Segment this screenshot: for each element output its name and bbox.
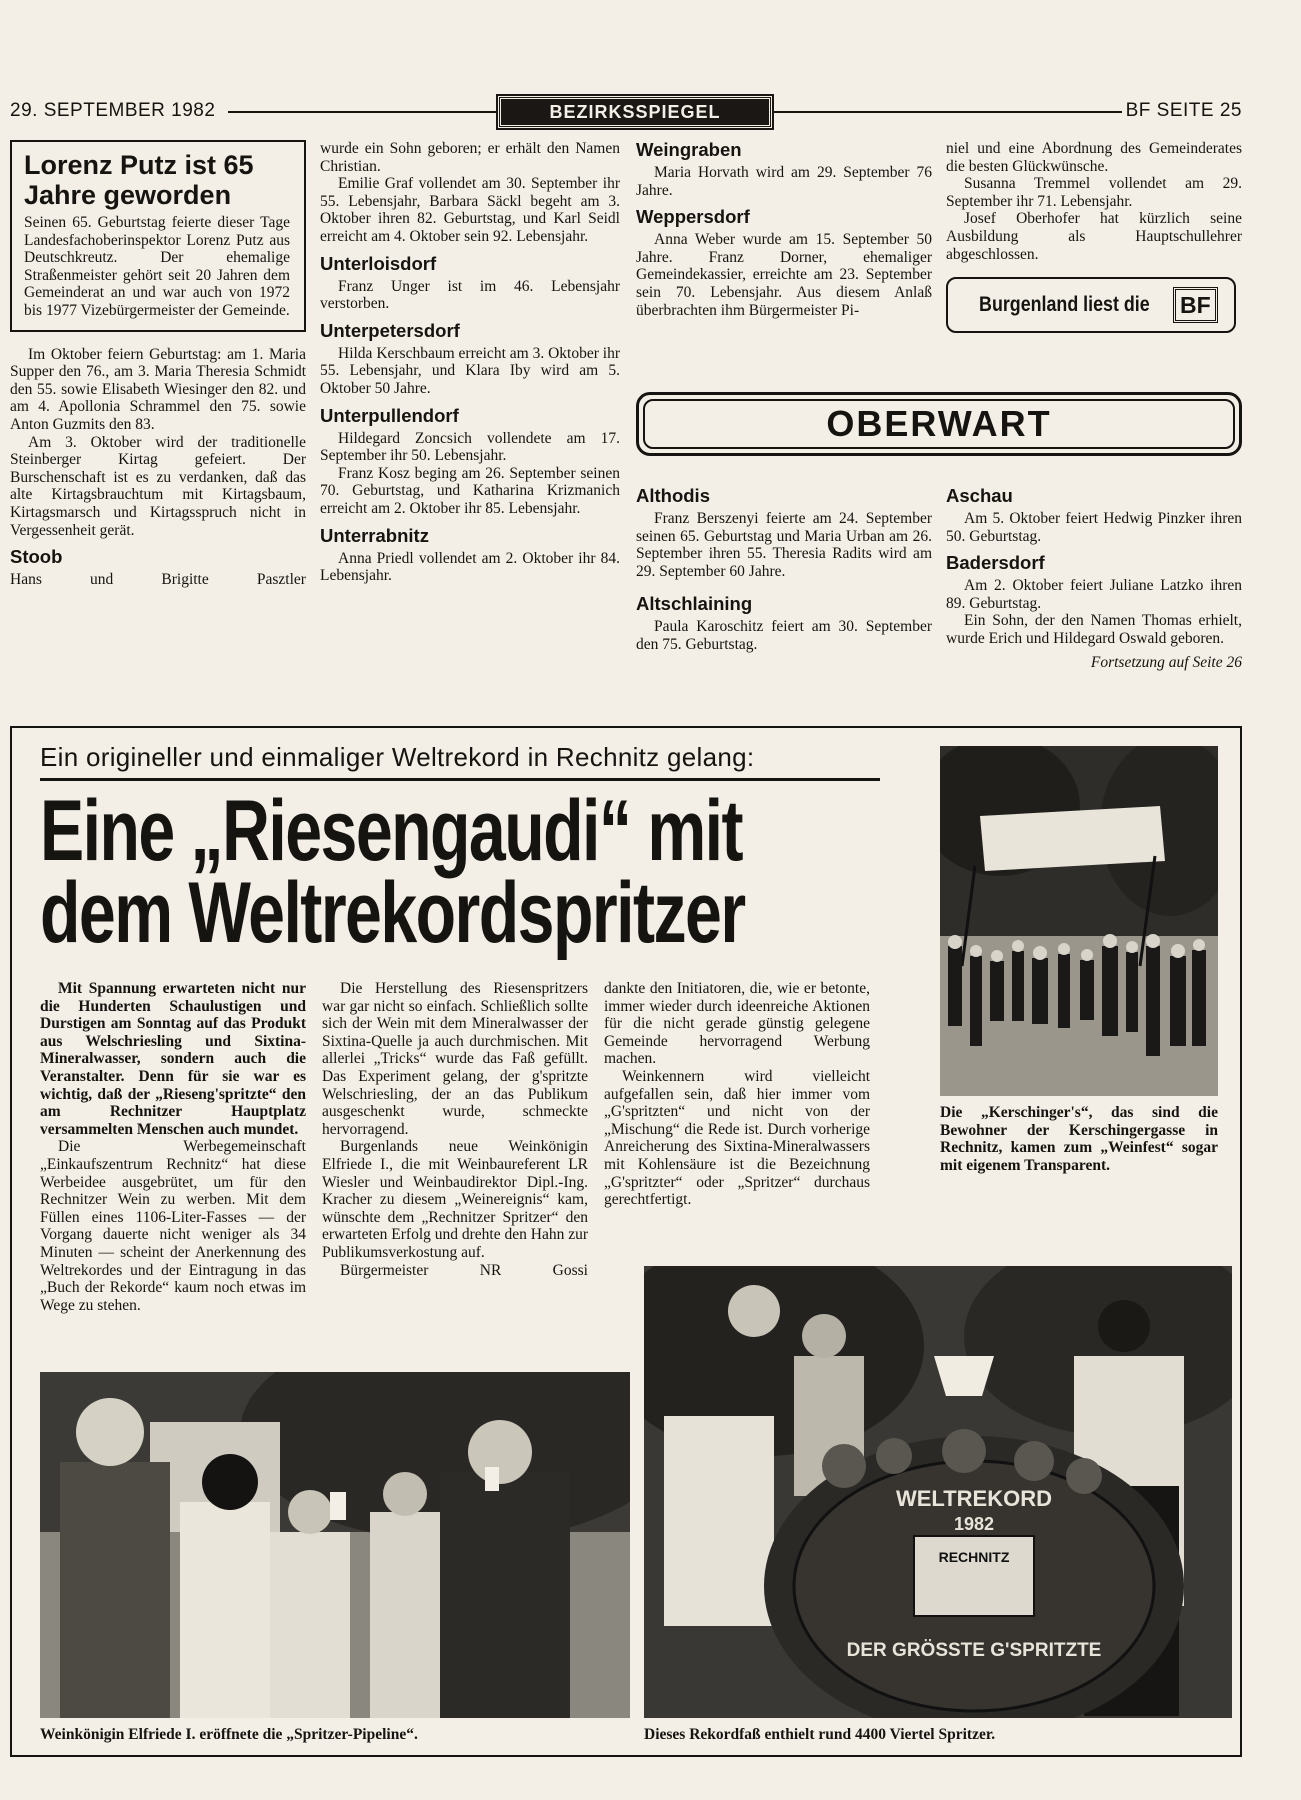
promo-box bbox=[946, 277, 1236, 333]
boxed-article-title: Lorenz Putz ist 65 Jahre geworden bbox=[24, 150, 254, 210]
bf-logo: BF bbox=[1173, 287, 1218, 323]
photo-wine-queen-image bbox=[40, 1372, 630, 1718]
paragraph: Hildegard Zoncsich vollendete am 17. September ihr 50. Lebensjahr. bbox=[320, 429, 620, 465]
photo-wine-queen bbox=[40, 1372, 630, 1718]
header-rule-right bbox=[772, 111, 1122, 113]
town-heading: Unterrabnitz bbox=[320, 524, 429, 546]
paragraph: Anna Weber wurde am 15. September 50 Jahre. Franz Dorner, ehemaliger Gemeindekassier, erreichte am 23. September sein 70. Lebensjahr. Aus diesem Anlaß überbrachten ihm Bürgermeister Pi- bbox=[636, 231, 932, 319]
boxed-article-text: Seinen 65. Geburtstag feierte dieser Tage Landesfachoberinspektor Lorenz Putz aus Deutschkreutz. Der ehemalige Straßenmeister gehört seit 20 Jahren dem Gemeinderat an und war auch von 1972 bis 1977 Vizebürgermeister der Gemeinde. bbox=[24, 214, 290, 319]
paragraph-fragment bbox=[10, 571, 306, 589]
town-heading: Unterpullendorf bbox=[320, 404, 459, 426]
section-title: BEZIRKSSPIEGEL bbox=[498, 96, 772, 128]
paragraph: Hilda Kerschbaum erreicht am 3. Oktober ihr 55. Lebensjahr, und Klara Iby wird am 5. Oktober 50 Jahre. bbox=[320, 344, 620, 397]
column-4 bbox=[946, 140, 1242, 333]
photo-caption: Dieses Rekordfaß enthielt rund 4400 Viertel Spritzer. bbox=[644, 1726, 996, 1743]
photo-caption: Weinkönigin Elfriede I. eröffnete die „Spritzer-Pipeline“. bbox=[40, 1726, 418, 1743]
feature-column-2 bbox=[322, 980, 588, 1279]
paragraph: Weinkennern wird vielleicht aufgefallen sein, daß hier immer vom „G'spritzten“ und nicht von der „Mischung“ die Rede ist. Durch vorherige Anreicherung des Sixtina-Mineralwassers mit Kohlensäure ist die Bezeichnung „G'spritzter“ oder „Spritzer“ durchaus gerechtfertigt. bbox=[604, 1067, 870, 1209]
column-1 bbox=[10, 140, 306, 589]
paragraph: dankte den Initiatoren, die, wie er betonte, immer wieder durch ideenreiche Aktionen für die nicht gerade günstig gelegene Gemeinde hervorragend Werbung machen. bbox=[604, 980, 870, 1068]
word: NR bbox=[479, 1261, 502, 1279]
town-heading: Althodis bbox=[636, 485, 710, 506]
header-rule-left bbox=[228, 111, 498, 113]
town-heading: Unterloisdorf bbox=[320, 252, 437, 274]
word: und bbox=[90, 571, 114, 589]
barrel-text-year: 1982 bbox=[953, 1514, 995, 1534]
column-2 bbox=[320, 140, 620, 585]
paragraph: Am 2. Oktober feiert Juliane Latzko ihren 89. Geburtstag. bbox=[946, 577, 1242, 612]
column-3-lower bbox=[636, 486, 932, 654]
headline-line-2: dem Weltrekordspritzer bbox=[40, 865, 745, 961]
word: Bürgermeister bbox=[340, 1261, 429, 1279]
region-title: OBERWART bbox=[643, 399, 1235, 449]
feature-column-3 bbox=[604, 980, 870, 1209]
barrel-text-weltrekord: WELTREKORD bbox=[895, 1486, 1053, 1511]
paragraph: Die Werbegemeinschaft „Einkaufszentrum Rechnitz“ hat diese Werbeidee ausgebrütet, um für den Rechnitzer Wein zu werben. Mit dem Füllen eines 1106-Liter-Fasses — der Vorgang dauerte nicht weniger als 34 Minuten — scheint der Anerkennung des Weltrekordes und der Eintragung in das „Buch der Rekorde“ kaum noch etwas im Wege zu stehen. bbox=[40, 1138, 306, 1314]
paragraph: Am 3. Oktober wird der traditionelle Steinberger Kirtag gefeiert. Der Burschenschaft ist es zu verdanken, daß das alte Kirtagsbrauchtum mit Kirtagsbaum, Kirtagsmarsch und Kirtagsspruch nicht in Vergessenheit gerät. bbox=[10, 433, 306, 539]
paragraph: Emilie Graf vollendet am 30. September ihr 55. Lebensjahr, Barbara Säckl begeht am 3. Oktober ihren 82. Geburtstag, und Karl Seidl erreicht am 4. Oktober sein 92. Lebensjahr. bbox=[320, 175, 620, 245]
feature-article bbox=[10, 726, 1242, 1757]
paragraph: niel und eine Abordnung des Gemeinderates die besten Glückwünsche. bbox=[946, 140, 1242, 175]
town-heading: Altschlaining bbox=[636, 593, 753, 615]
barrel-text-slogan: DER GRÖSSTE G'SPRITZTE bbox=[846, 1640, 1102, 1661]
paragraph: Ein Sohn, der den Namen Thomas erhielt, wurde Erich und Hildegard Oswald geboren. bbox=[946, 612, 1242, 647]
paragraph: Am 5. Oktober feiert Hedwig Pinzker ihren 50. Geburtstag. bbox=[946, 510, 1242, 545]
paragraph: Anna Priedl vollendet am 2. Oktober ihr 84. Lebensjahr. bbox=[320, 549, 620, 585]
paragraph: Susanna Tremmel vollendet am 29. September ihr 71. Lebensjahr. bbox=[946, 175, 1242, 210]
barrel-text-town: RECHNITZ bbox=[938, 1549, 1010, 1565]
photo-caption: Die „Kerschinger's“, das sind die Bewohner der Kerschingergasse in Rechnitz, kamen zum „Weinfest“ sogar mit eigenem Transparent. bbox=[940, 1104, 1218, 1174]
issue-date: 29. SEPTEMBER 1982 bbox=[10, 100, 216, 121]
word: Gossi bbox=[552, 1261, 588, 1279]
page-header bbox=[10, 96, 1242, 128]
paragraph: Franz Kosz beging am 26. September seinen 70. Geburtstag, und Katharina Krizmanich erreicht am 2. Oktober ihr 85. Lebensjahr. bbox=[320, 464, 620, 517]
town-heading: Unterpetersdorf bbox=[320, 319, 460, 341]
paragraph: wurde ein Sohn geboren; er erhält den Namen Christian. bbox=[320, 140, 620, 175]
paragraph: Franz Unger ist im 46. Lebensjahr verstorben. bbox=[320, 277, 620, 313]
paragraph: Josef Oberhofer hat kürzlich seine Ausbildung als Hauptschullehrer abgeschlossen. bbox=[946, 210, 1242, 263]
town-heading: Aschau bbox=[946, 485, 1013, 506]
headline-line-1: Eine „Riesengaudi“ mit bbox=[40, 783, 743, 879]
region-banner bbox=[636, 392, 1242, 456]
town-heading: Stoob bbox=[10, 546, 63, 568]
town-heading: Weppersdorf bbox=[636, 206, 750, 228]
word: Brigitte bbox=[161, 571, 209, 589]
column-3 bbox=[636, 140, 932, 319]
column-4-lower bbox=[946, 486, 1242, 671]
paragraph: Maria Horvath wird am 29. September 76 Jahre. bbox=[636, 164, 932, 199]
paragraph: Paula Karoschitz feiert am 30. September den 75. Geburtstag. bbox=[636, 618, 932, 653]
paragraph: Im Oktober feiern Geburtstag: am 1. Maria Supper den 76., am 3. Maria Theresia Schmidt den 55. sowie Elisabeth Wiesinger den 82. und am 4. Apollonia Schrammel den 75. sowie Anton Guzmits den 83. bbox=[10, 345, 306, 433]
photo-record-barrel bbox=[644, 1266, 1232, 1718]
town-heading: Badersdorf bbox=[946, 552, 1045, 574]
feature-column-1 bbox=[40, 980, 306, 1314]
word: Hans bbox=[10, 571, 42, 589]
kicker: Ein origineller und einmaliger Weltrekord in Rechnitz gelang: bbox=[40, 742, 755, 772]
paragraph: Franz Berszenyi feierte am 24. September seinen 65. Geburtstag und Maria Urban am 26. September ihren 55. Theresia Radits wird am 29. September 60 Jahre. bbox=[636, 510, 932, 580]
boxed-article bbox=[10, 140, 306, 332]
paragraph: Burgenlands neue Weinkönigin Elfriede I., die mit Weinbaureferent LR Wiesler und Weinbaudirektor Dipl.-Ing. Kracher zu diesem „Weinereignis“ kam, wünschte dem „Rechnitzer Spritzer“ den erwarteten Erfolg und drehte den Hahn zur Publikumsverkostung auf. bbox=[322, 1138, 588, 1261]
lead-paragraph: Mit Spannung erwarteten nicht nur die Hunderten Schaulustigen und Durstigen am Sonntag auf das Produkt aus Welschriesling und Sixtina-Mineralwasser, sondern auch die Veranstalter. Denn für sie war es wichtig, daß der „Rieseng'spritzte“ den am Rechnitzer Hauptplatz versammelten Menschen auch mundet. bbox=[40, 980, 306, 1138]
photo-crowd-banner-image bbox=[940, 746, 1218, 1096]
paragraph: Die Herstellung des Riesenspritzers war gar nicht so einfach. Schließlich sollte sich der Wein mit dem Mineralwasser der Sixtina-Quelle ja auch durchmischen. Mit allerlei „Tricks“ wurde das Faß gefüllt. Das Experiment gelang, der g'spritzte Welschriesling, der an das Publikum ausgeschenkt wurde, schmeckte hervorragend. bbox=[322, 980, 588, 1138]
paragraph-fragment bbox=[322, 1262, 588, 1280]
photo-crowd-banner bbox=[940, 746, 1218, 1096]
kicker-underline bbox=[40, 778, 880, 781]
town-heading: Weingraben bbox=[636, 139, 742, 160]
promo-text: Burgenland liest die bbox=[979, 293, 1150, 317]
word: Pasztler bbox=[256, 571, 306, 589]
page-number: BF SEITE 25 bbox=[1125, 100, 1242, 121]
headline bbox=[40, 783, 745, 961]
photo-record-barrel-image bbox=[644, 1266, 1232, 1718]
continuation-note: Fortsetzung auf Seite 26 bbox=[1090, 653, 1242, 671]
